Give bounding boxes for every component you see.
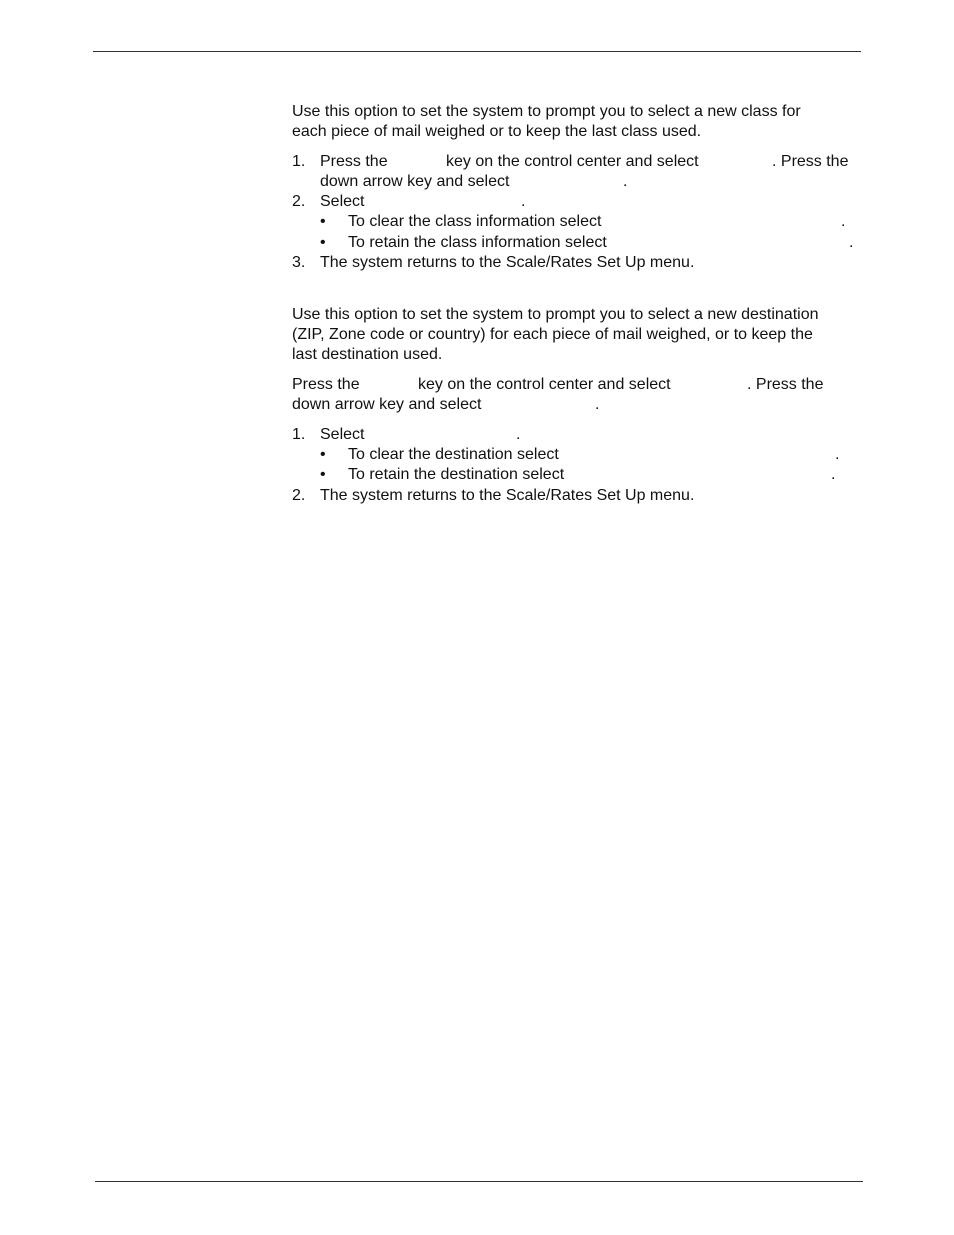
bullet-mark: •: [320, 446, 326, 463]
section1-bullet-clear: [292, 212, 862, 232]
section2-step1: [292, 425, 862, 445]
bullet-end: .: [835, 446, 840, 463]
section1-step1-line2: [292, 172, 862, 192]
press-text: .: [595, 396, 600, 413]
section2-press-line2: [292, 395, 862, 415]
section2-press-line1: [292, 375, 862, 395]
press-text: Press the: [292, 376, 360, 393]
step-text: Select: [320, 426, 365, 443]
section2-intro-line1: Use this option to set the system to prompt you to select a new destination: [292, 306, 819, 323]
bullet-text: To clear the destination select: [348, 446, 559, 463]
step-text: down arrow key and select: [320, 173, 510, 190]
section2-bullet-retain: [292, 465, 862, 485]
step-text: .: [521, 193, 526, 210]
step-number: 1.: [292, 426, 306, 443]
section1-intro-line1: Use this option to set the system to prompt you to select a new class for: [292, 103, 801, 120]
section2-intro-line3: last destination used.: [292, 346, 443, 363]
press-text: key on the control center and select: [418, 376, 671, 393]
step-number: 2.: [292, 487, 306, 504]
header-rule: [93, 51, 861, 52]
step-text: .: [623, 173, 628, 190]
bullet-end: .: [841, 213, 846, 230]
step-text: .: [516, 426, 521, 443]
bullet-end: .: [849, 234, 854, 251]
bullet-text: To retain the destination select: [348, 466, 565, 483]
bullet-text: To retain the class information select: [348, 234, 607, 251]
section1-bullet-retain: [292, 233, 862, 253]
step-number: 3.: [292, 254, 306, 271]
footer-rule: [95, 1181, 863, 1182]
section1-step3: [292, 253, 862, 273]
step-number: 1.: [292, 153, 306, 170]
press-text: down arrow key and select: [292, 396, 482, 413]
bullet-mark: •: [320, 466, 326, 483]
bullet-mark: •: [320, 234, 326, 251]
section2-bullet-clear: [292, 445, 862, 465]
step-text: Select: [320, 193, 365, 210]
section1-step2: [292, 192, 862, 212]
bullet-end: .: [831, 466, 836, 483]
section1-intro-line2: each piece of mail weighed or to keep the last class used.: [292, 123, 702, 140]
step-number: 2.: [292, 193, 306, 210]
bullet-text: To clear the class information select: [348, 213, 602, 230]
step-text: The system returns to the Scale/Rates Set Up menu.: [320, 254, 695, 271]
step-text: key on the control center and select: [446, 153, 699, 170]
step-text: . Press the: [772, 153, 849, 170]
step-text: Press the: [320, 153, 388, 170]
section1-step1-line1: [292, 152, 862, 172]
step-text: The system returns to the Scale/Rates Set Up menu.: [320, 487, 695, 504]
section2-intro-line2: (ZIP, Zone code or country) for each piece of mail weighed, or to keep the: [292, 326, 813, 343]
bullet-mark: •: [320, 213, 326, 230]
press-text: . Press the: [747, 376, 824, 393]
section2-step2: [292, 486, 862, 506]
